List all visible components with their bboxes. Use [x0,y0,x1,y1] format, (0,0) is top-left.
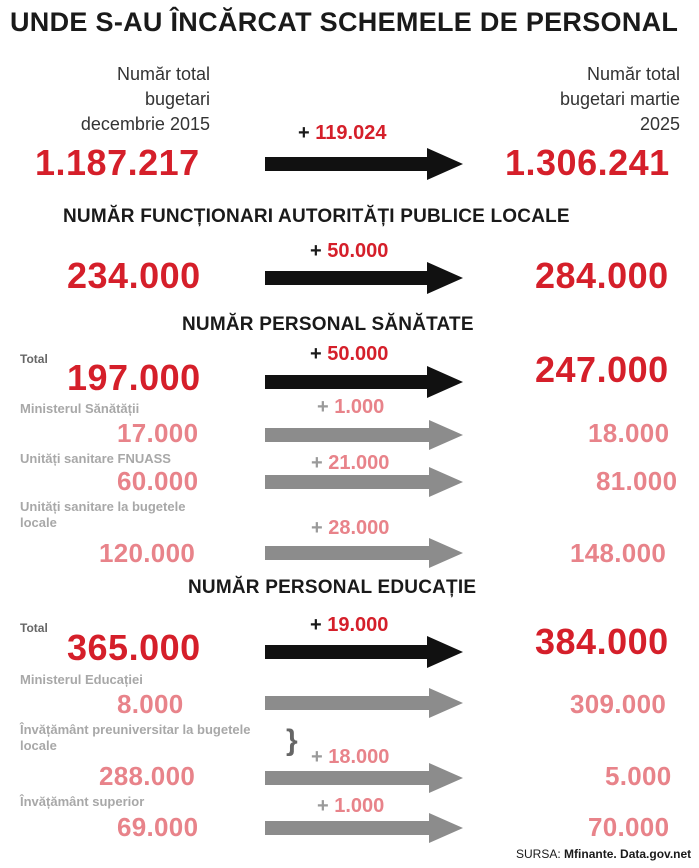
local-delta-value: 50.000 [327,240,389,262]
education-ministry-arrow [265,688,465,718]
right-header-line-3: 2025 [639,114,680,134]
plus-sign: + [298,122,310,144]
education-preuni-label [20,722,250,754]
plus-sign: + [311,517,323,539]
health-fnuass-arrow [265,467,465,497]
left-column-header [60,62,210,137]
education-preuni-label-line-2: locale [20,738,57,753]
health-local-delta-value: 28.000 [328,517,390,539]
health-local-delta [311,517,389,540]
plus-sign: + [311,746,323,768]
left-header-line-2: bugetari [144,89,210,109]
plus-sign: + [317,795,329,817]
health-ministry-label: Ministerul Sănătății [20,401,140,416]
right-header-line-1: Număr total [586,64,680,84]
education-total-to: 384.000 [535,621,669,662]
local-to-value: 284.000 [535,255,669,296]
health-total-to: 247.000 [535,349,669,390]
health-total-from: 197.000 [67,357,201,398]
local-delta [310,240,388,263]
plus-sign: + [317,396,329,418]
health-local-to: 148.000 [570,538,667,568]
source-note [516,847,691,861]
health-local-label-line-2: locale [20,515,57,530]
health-ministry-delta-value: 1.000 [334,396,385,418]
local-arrow [265,262,465,294]
grouping-brace: } [286,724,298,757]
health-ministry-to: 18.000 [588,418,670,448]
right-column-header [520,62,680,137]
education-total-from: 365.000 [67,627,201,668]
education-ministry-label: Ministerul Educației [20,672,143,687]
health-local-label [20,499,185,531]
health-total-arrow [265,366,465,398]
left-header-line-3: decembrie 2015 [80,114,210,134]
health-fnuass-to: 81.000 [596,466,678,496]
health-ministry-delta [317,396,384,419]
education-preuni-delta-value: 18.000 [328,746,390,768]
local-from-value: 234.000 [67,255,201,296]
health-section-title: NUMĂR PERSONAL SĂNĂTATE [182,314,474,335]
education-preuni-from: 288.000 [99,761,196,791]
health-fnuass-from: 60.000 [117,466,199,496]
health-total-label: Total [20,352,48,366]
education-total-arrow [265,636,465,668]
right-header-line-2: bugetari martie [559,89,680,109]
total-to-value: 1.306.241 [505,142,670,183]
plus-sign: + [310,614,322,636]
local-section-title: NUMĂR FUNCȚIONARI AUTORITĂȚI PUBLICE LOCALE [63,206,570,227]
health-local-label-line-1: Unități sanitare la bugetele [20,499,186,514]
plus-sign: + [310,240,322,262]
health-fnuass-delta-value: 21.000 [328,452,390,474]
source-prefix: SURSA: [516,847,561,861]
education-preuni-arrow [265,763,465,793]
health-total-delta [310,343,388,366]
health-ministry-arrow [265,420,465,450]
total-from-value: 1.187.217 [35,142,200,183]
plus-sign: + [310,343,322,365]
source-text: Mfinante. Data.gov.net [564,847,692,861]
page-title: UNDE S-AU ÎNCĂRCAT SCHEMELE DE PERSONAL [10,7,679,37]
education-higher-delta-value: 1.000 [334,795,385,817]
education-section-title: NUMĂR PERSONAL EDUCAȚIE [188,577,477,598]
education-higher-to: 70.000 [588,812,670,842]
total-delta [298,122,386,145]
education-total-delta-value: 19.000 [327,614,389,636]
education-total-label: Total [20,621,48,635]
left-header-line-1: Număr total [116,64,210,84]
plus-sign: + [311,452,323,474]
education-ministry-from: 8.000 [117,689,184,719]
health-total-delta-value: 50.000 [327,343,389,365]
education-higher-from: 69.000 [117,812,199,842]
education-ministry-to: 309.000 [570,689,667,719]
total-delta-value: 119.024 [315,122,387,144]
health-fnuass-label: Unități sanitare FNUASS [20,451,171,466]
health-ministry-from: 17.000 [117,418,199,448]
health-local-from: 120.000 [99,538,196,568]
education-higher-arrow [265,813,465,843]
education-preuni-label-line-1: Învățământ preuniversitar la bugetele [20,722,251,737]
education-higher-label: Învățământ superior [20,794,145,809]
health-local-arrow [265,538,465,568]
education-preuni-to: 5.000 [605,761,672,791]
total-arrow [265,148,465,180]
education-total-delta [310,614,388,637]
